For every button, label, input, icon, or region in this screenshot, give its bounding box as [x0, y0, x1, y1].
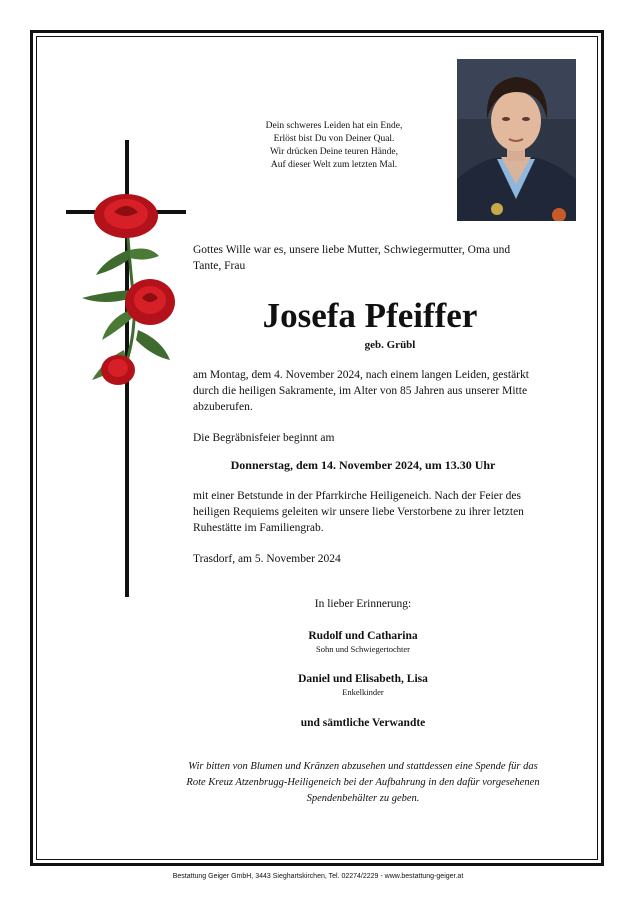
place-and-date: Trasdorf, am 5. November 2024: [193, 553, 341, 565]
mourner-relation: Sohn und Schwiegertochter: [316, 644, 410, 654]
poem: [224, 120, 444, 172]
mourner-name: und sämtliche Verwandte: [300, 717, 426, 729]
funeral-details: mit einer Betstunde in der Pfarrkirche Heiligeneich. Nach der Feier des heiligen Requiems geleiten wir unsere liebe Verstorbene zu ihrer letzten Ruhestätte im Familiengrab.: [193, 490, 524, 534]
mourner-relation: Enkelkinder: [342, 687, 384, 697]
funeral-intro: Die Begräbnisfeier beginnt am: [193, 432, 335, 444]
donation-request: Wir bitten von Blumen und Kränzen abzusehen und stattdessen eine Spende für das Rote Kreuz Atzenbrugg-Heiligeneich bei der Aufbahrung in den dafür vorgesehenen Spendenbehälter zu geben.: [186, 761, 540, 804]
passing-text: am Montag, dem 4. November 2024, nach einem langen Leiden, gestärkt durch die heiligen Sakramente, im Alter von 85 Jahren aus unserer Mitte abzuberufen.: [193, 369, 529, 413]
mourner-name: Daniel und Elisabeth, Lisa: [298, 673, 428, 685]
mourner-group: [193, 672, 533, 698]
memory-heading: In lieber Erinnerung:: [314, 598, 412, 610]
mourner-name: Rudolf und Catharina: [308, 630, 418, 642]
intro-text: Gottes Wille war es, unsere liebe Mutter, Schwiegermutter, Oma und Tante, Frau: [193, 244, 511, 272]
roses-illustration: [74, 190, 184, 400]
poem-line: Erlöst bist Du von Deiner Qual.: [273, 134, 395, 144]
poem-line: Wir drücken Deine teuren Hände,: [269, 147, 399, 157]
portrait-photo: [457, 59, 576, 221]
poem-line: Auf dieser Welt zum letzten Mal.: [270, 160, 398, 170]
mourner-group: [193, 629, 533, 655]
maiden-name: geb. Grübl: [364, 339, 416, 351]
deceased-name: Josefa Pfeiffer: [262, 296, 478, 335]
mourner-group: [193, 716, 533, 731]
footer-undertaker-info: Bestattung Geiger GmbH, 3443 Sieghartskirchen, Tel. 02274/2229 - www.bestattung-geiger.at: [172, 873, 464, 880]
poem-line: Dein schweres Leiden hat ein Ende,: [265, 121, 403, 131]
funeral-date: Donnerstag, dem 14. November 2024, um 13.30 Uhr: [230, 458, 496, 472]
